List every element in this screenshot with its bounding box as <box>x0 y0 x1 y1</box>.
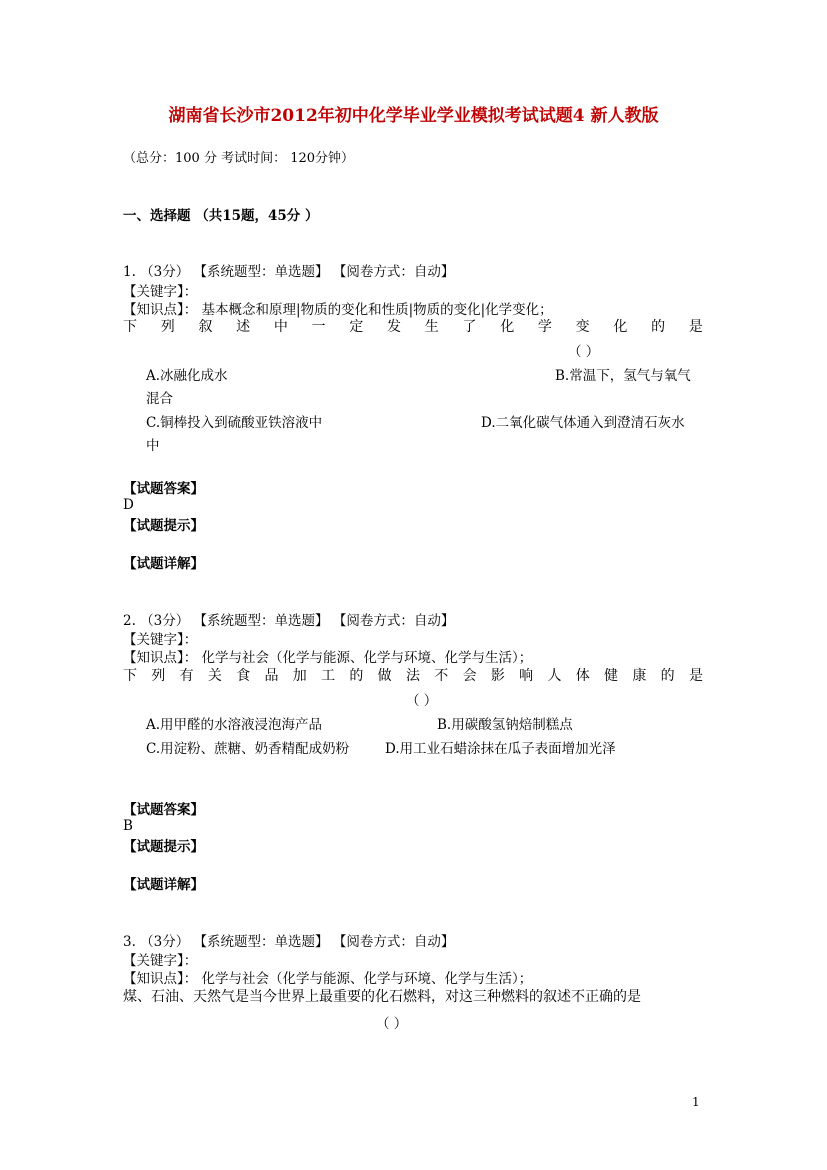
stem-char: 化 <box>500 319 515 335</box>
stem-char: 不 <box>434 668 449 684</box>
document-title: 湖南省长沙市2012年初中化学毕业学业模拟考试试题4 新人教版 <box>168 106 659 126</box>
question-3-keyword: 【关键字】： <box>123 953 198 969</box>
section-heading: 一、选择题 （共15题，45分 ） <box>123 208 319 224</box>
question-1-hint-label: 【试题提示】 <box>123 518 204 534</box>
stem-char: 加 <box>292 668 307 684</box>
stem-char: 定 <box>349 319 364 335</box>
question-2-option-c: C.用淀粉、蔗糖、奶香精配成奶粉 <box>146 741 350 757</box>
stem-char: 发 <box>387 319 402 335</box>
question-1-option-b-cont: 混合 <box>146 391 173 407</box>
stem-char: 工 <box>321 668 336 684</box>
question-1-knowledge: 【知识点】： 基本概念和原理|物质的变化和性质|物质的变化|化学变化； <box>123 302 553 318</box>
exam-meta: （总分：100 分 考试时间： 120分钟） <box>123 151 355 166</box>
stem-char: 关 <box>207 668 222 684</box>
question-2-hint-label: 【试题提示】 <box>123 839 204 855</box>
question-2-answer: B <box>123 818 133 834</box>
stem-char: 康 <box>632 668 647 684</box>
question-2-detail-label: 【试题详解】 <box>123 877 204 893</box>
question-1-keyword: 【关键字】： <box>123 284 198 300</box>
question-1-option-d-cont: 中 <box>146 438 160 454</box>
question-1-option-c: C.铜棒投入到硫酸亚铁溶液中 <box>146 415 323 431</box>
stem-char: 的 <box>651 319 666 335</box>
stem-char: 列 <box>151 668 166 684</box>
question-1-stem <box>123 316 703 336</box>
stem-char: 下 <box>123 319 137 335</box>
stem-char: 是 <box>688 668 703 684</box>
stem-char: 法 <box>405 668 420 684</box>
question-1-answer-label: 【试题答案】 <box>123 481 204 497</box>
stem-char: 的 <box>660 668 675 684</box>
question-3-knowledge: 【知识点】： 化学与社会（化学与能源、化学与环境、化学与生活）； <box>123 971 533 987</box>
stem-char: 化 <box>613 319 628 335</box>
question-2-option-d: D.用工业石蜡涂抹在瓜子表面增加光泽 <box>385 741 616 757</box>
stem-char: 的 <box>349 668 364 684</box>
stem-char: 食 <box>236 668 251 684</box>
question-2-stem <box>123 665 703 685</box>
question-2-knowledge: 【知识点】： 化学与社会（化学与能源、化学与环境、化学与生活）； <box>123 650 533 666</box>
stem-char: 学 <box>537 319 552 335</box>
stem-char: 品 <box>264 668 279 684</box>
stem-char: 会 <box>462 668 477 684</box>
stem-char: 叙 <box>198 319 213 335</box>
question-1-option-a: A.冰融化成水 <box>146 368 228 384</box>
stem-char: 是 <box>688 319 703 335</box>
question-2-option-b: B.用碳酸氢钠焙制糕点 <box>437 717 573 733</box>
question-3-stem: 煤、石油、天然气是当今世界上最重要的化石燃料，对这三种燃料的叙述不正确的是 <box>123 989 641 1005</box>
question-1-option-b: B.常温下，氢气与氧气 <box>555 368 691 384</box>
stem-char: 影 <box>490 668 505 684</box>
stem-char: 做 <box>377 668 392 684</box>
stem-char: 下 <box>123 668 137 684</box>
stem-char: 述 <box>236 319 251 335</box>
question-1-detail-label: 【试题详解】 <box>123 556 204 572</box>
question-1-option-d: D.二氧化碳气体通入到澄清石灰水 <box>481 415 685 431</box>
stem-char: 响 <box>519 668 534 684</box>
stem-char: 健 <box>604 668 619 684</box>
stem-char: 列 <box>160 319 175 335</box>
stem-char: 一 <box>311 319 326 335</box>
stem-char: 体 <box>575 668 590 684</box>
question-2-header: 2. （3分） 【系统题型：单选题】 【阅卷方式：自动】 <box>123 613 455 629</box>
stem-char: 中 <box>273 319 288 335</box>
question-3-header: 3. （3分） 【系统题型：单选题】 【阅卷方式：自动】 <box>123 934 455 950</box>
question-1-header: 1. （3分） 【系统题型：单选题】 【阅卷方式：自动】 <box>123 264 455 280</box>
question-1-answer: D <box>123 497 134 513</box>
question-2-answer-label: 【试题答案】 <box>123 802 204 818</box>
question-3-bracket: （ ） <box>376 1016 408 1032</box>
question-1-bracket: （ ） <box>568 344 600 360</box>
stem-char: 有 <box>179 668 194 684</box>
question-2-bracket: （ ） <box>406 693 438 709</box>
question-2-keyword: 【关键字】： <box>123 632 198 648</box>
question-2-option-a: A.用甲醛的水溶液浸泡海产品 <box>146 717 323 733</box>
stem-char: 生 <box>424 319 439 335</box>
stem-char: 人 <box>547 668 562 684</box>
stem-char: 变 <box>575 319 590 335</box>
stem-char: 了 <box>462 319 477 335</box>
page-number: 1 <box>692 1095 700 1109</box>
